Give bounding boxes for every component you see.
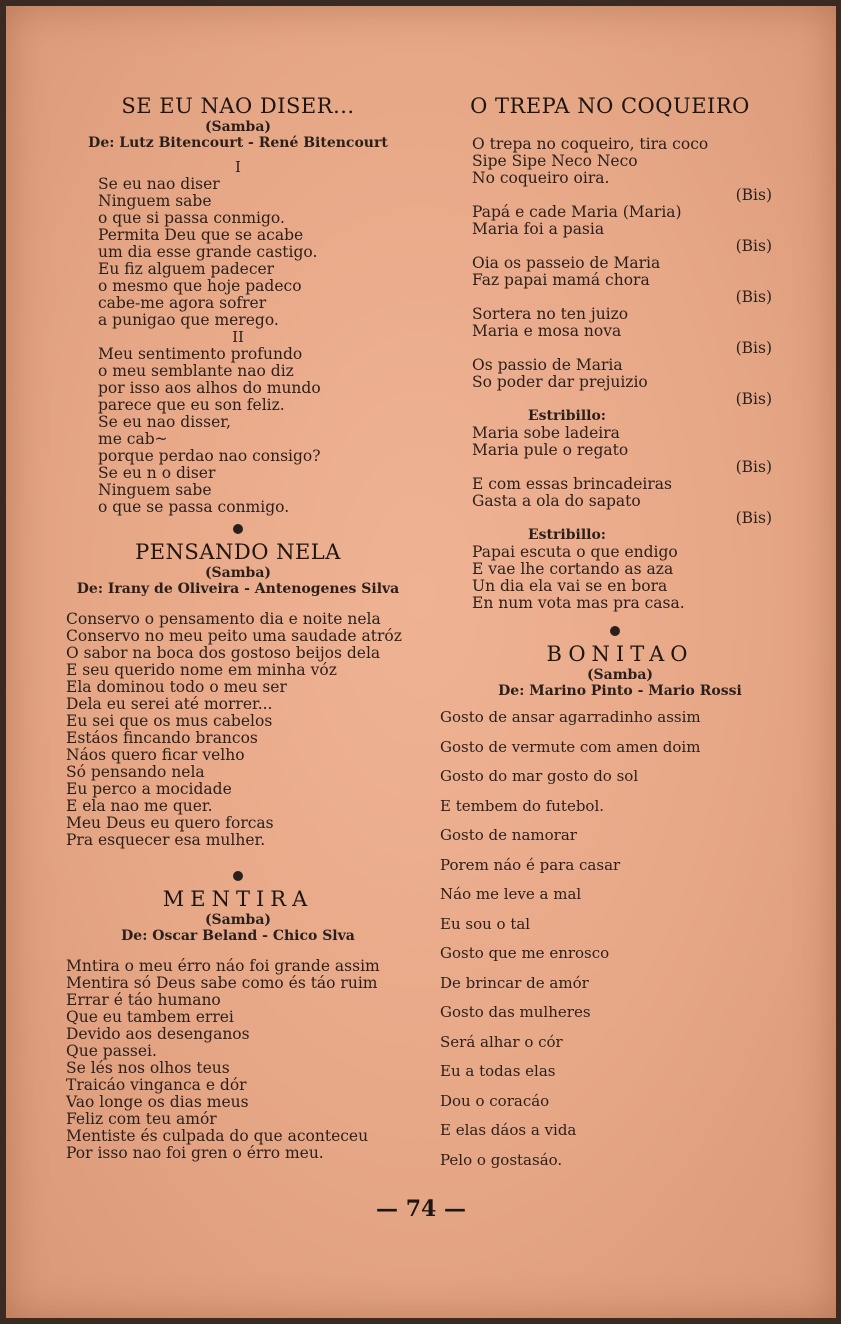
lyric-line: Eu perco a mocidade xyxy=(66,780,232,798)
right-column xyxy=(430,94,790,1181)
left-column xyxy=(58,94,418,1162)
lyric-line: Eu sou o tal xyxy=(440,914,531,933)
verse-block xyxy=(472,136,790,187)
song-authors: De: Oscar Beland - Chico Slva xyxy=(121,928,355,944)
lyric-line: me cab~ xyxy=(98,430,168,448)
lyric-line: Gosto do mar gosto do sol xyxy=(440,767,639,785)
lyric-line: Oia os passeio de Maria xyxy=(472,254,661,272)
lyric-line: Que passei. xyxy=(66,1042,157,1060)
lyric-line: E seu querido nome em minha vóz xyxy=(66,661,337,679)
lyric-line: Ninguem sabe xyxy=(98,481,212,499)
lyric-line: Mentiste és culpada do que aconteceu xyxy=(66,1127,369,1145)
verse-se-eu-2 xyxy=(58,346,418,516)
verse-pensando xyxy=(58,611,418,849)
song-genre: (Samba) xyxy=(204,119,272,135)
lyric-line: Que eu tambem errei xyxy=(66,1008,234,1026)
lyric-line: Náos quero ficar velho xyxy=(66,746,245,764)
song-title-bonitao: BONITAO xyxy=(546,642,694,666)
lyric-line: Só pensando nela xyxy=(66,763,205,781)
lyric-line: Estáos fincando brancos xyxy=(66,729,258,747)
lyric-line: E com essas brincadeiras xyxy=(472,475,672,493)
song-title-mentira: MENTIRA xyxy=(162,887,314,911)
song-genre: (Samba) xyxy=(586,667,654,683)
lyric-line: Meu Deus eu quero forcas xyxy=(66,814,274,832)
lyric-line: Permita Deu que se acabe xyxy=(98,226,304,244)
lyric-line: o que si passa conmigo. xyxy=(98,209,285,227)
verse-block xyxy=(472,204,790,238)
lyric-line: Se eu nao diser xyxy=(98,175,220,193)
lyric-line: Gosto das mulheres xyxy=(440,1003,591,1021)
lyric-line: por isso aos alhos do mundo xyxy=(98,379,321,397)
lyric-line: Os passio de Maria xyxy=(472,356,623,374)
lyric-line: Porem náo é para casar xyxy=(440,855,621,874)
lyric-line: Por isso nao foi gren o érro meu. xyxy=(66,1144,324,1162)
lyric-line: Gosto que me enrosco xyxy=(440,944,610,962)
lyric-line: Se eu nao disser, xyxy=(98,413,231,431)
lyric-line: Conservo o pensamento dia e noite nela xyxy=(66,610,381,628)
song-genre: (Samba) xyxy=(204,565,272,581)
lyric-line: O trepa no coqueiro, tira coco xyxy=(472,135,709,153)
lyric-line: Maria sobe ladeira xyxy=(472,424,620,442)
separator-dot xyxy=(233,524,243,534)
lyric-line: En num vota mas pra casa. xyxy=(472,594,685,612)
lyric-line: Traicáo vinganca e dór xyxy=(66,1076,247,1094)
lyric-line: Maria e mosa nova xyxy=(472,322,622,340)
verse-block xyxy=(472,306,790,340)
lyric-line: So poder dar prejuizio xyxy=(472,373,648,391)
lyric-line: Gasta a ola do sapato xyxy=(472,492,641,510)
lyric-line: Gosto de ansar agarradinho assim xyxy=(440,708,701,726)
lyric-line: Papá e cade Maria (Maria) xyxy=(472,203,682,221)
lyric-line: Será alhar o cór xyxy=(440,1032,563,1051)
song-genre: (Samba) xyxy=(204,912,272,928)
lyric-line: Pra esquecer esa mulher. xyxy=(66,831,266,849)
song-title-pensando: PENSANDO NELA xyxy=(135,540,341,564)
lyric-line: O sabor na boca dos gostoso beijos dela xyxy=(66,644,381,662)
lyric-line: Eu a todas elas xyxy=(440,1062,556,1080)
lyric-line: E tembem do futebol. xyxy=(440,796,605,815)
verse-mentira xyxy=(58,958,418,1162)
estribillo-label: Estribillo: xyxy=(528,527,606,543)
lyric-line: a punigao que merego. xyxy=(98,311,279,329)
bis-label: (Bis) xyxy=(735,237,772,255)
lyric-line: Feliz com teu amór xyxy=(66,1110,217,1128)
estribillo-label: Estribillo: xyxy=(528,408,606,424)
song-authors: De: Marino Pinto - Mario Rossi xyxy=(498,683,742,699)
lyric-line: Meu sentimento profundo xyxy=(98,345,303,363)
separator-dot xyxy=(610,626,620,636)
lyric-line: Se eu n o diser xyxy=(98,464,216,482)
lyric-line: parece que eu son feliz. xyxy=(98,396,285,414)
lyric-line: E vae lhe cortando as aza xyxy=(472,560,674,578)
lyric-line: Mntira o meu érro náo foi grande assim xyxy=(66,957,380,975)
lyric-line: Sipe Sipe Neco Neco xyxy=(472,152,638,170)
lyric-line: De brincar de amór xyxy=(440,973,589,992)
lyric-line: Errar é táo humano xyxy=(66,991,221,1009)
verse-se-eu-1 xyxy=(58,176,418,329)
lyric-line: Maria foi a pasia xyxy=(472,220,605,238)
lyric-line: Papai escuta o que endigo xyxy=(472,543,678,561)
lyric-line: Ela dominou todo o meu ser xyxy=(66,678,287,696)
lyric-line: Náo me leve a mal xyxy=(440,885,582,903)
lyric-line: Gosto de vermute com amen doim xyxy=(440,737,701,756)
lyric-line: Gosto de namorar xyxy=(440,826,577,844)
bis-label: (Bis) xyxy=(735,288,772,306)
lyric-line: Vao longe os dias meus xyxy=(66,1093,249,1111)
lyric-line: Devido aos desenganos xyxy=(66,1025,250,1043)
part-number: I xyxy=(235,158,241,176)
bis-label: (Bis) xyxy=(735,186,772,204)
lyric-line: Eu fiz alguem padecer xyxy=(98,260,275,278)
lyric-line: porque perdao nao consigo? xyxy=(98,447,321,465)
book-page xyxy=(6,6,836,1318)
lyric-line: Mentira só Deus sabe como és táo ruim xyxy=(66,974,378,992)
lyric-line: um dia esse grande castigo. xyxy=(98,243,318,261)
lyric-line: Pelo o gostasáo. xyxy=(440,1150,563,1169)
lyric-line: Ninguem sabe xyxy=(98,192,212,210)
song-title-trepa: O TREPA NO COQUEIRO xyxy=(470,94,750,118)
verse-block xyxy=(472,357,790,391)
verse-block xyxy=(472,255,790,289)
lyric-line: o meu semblante nao diz xyxy=(98,362,294,380)
bis-label: (Bis) xyxy=(735,458,772,476)
lyric-line: Dela eu serei até morrer... xyxy=(66,695,273,713)
lyric-line: E elas dáos a vida xyxy=(440,1121,577,1139)
lyric-line: Dou o coracáo xyxy=(440,1091,550,1110)
trepa-body xyxy=(430,136,790,612)
lyric-line: Maria pule o regato xyxy=(472,441,629,459)
separator-dot xyxy=(233,871,243,881)
part-number: II xyxy=(232,328,244,346)
lyric-line: cabe-me agora sofrer xyxy=(98,294,267,312)
lyric-line: o mesmo que hoje padeco xyxy=(98,277,302,295)
verse-block xyxy=(472,476,790,510)
lyric-line: Un dia ela vai se en bora xyxy=(472,577,668,595)
song-authors: De: Irany de Oliveira - Antenogenes Silva xyxy=(76,581,400,597)
song-title-se-eu: SE EU NAO DISER... xyxy=(121,94,355,118)
verse-block xyxy=(472,544,790,612)
lyric-line: E ela nao me quer. xyxy=(66,797,213,815)
lyric-line: Se lés nos olhos teus xyxy=(66,1059,230,1077)
lyric-line: No coqueiro oira. xyxy=(472,169,610,187)
lyric-line: Eu sei que os mus cabelos xyxy=(66,712,273,730)
lyric-line: o que se passa conmigo. xyxy=(98,498,290,516)
lyric-line: Faz papai mamá chora xyxy=(472,271,650,289)
verse-bonitao xyxy=(430,709,790,1181)
bis-label: (Bis) xyxy=(735,509,772,527)
verse-block xyxy=(472,425,790,459)
song-authors: De: Lutz Bitencourt - René Bitencourt xyxy=(88,135,388,151)
lyric-line: Sortera no ten juizo xyxy=(472,305,629,323)
page-number: — 74 — xyxy=(376,1196,466,1222)
bis-label: (Bis) xyxy=(735,339,772,357)
bis-label: (Bis) xyxy=(735,390,772,408)
lyric-line: Conservo no meu peito uma saudade atróz xyxy=(66,627,402,645)
